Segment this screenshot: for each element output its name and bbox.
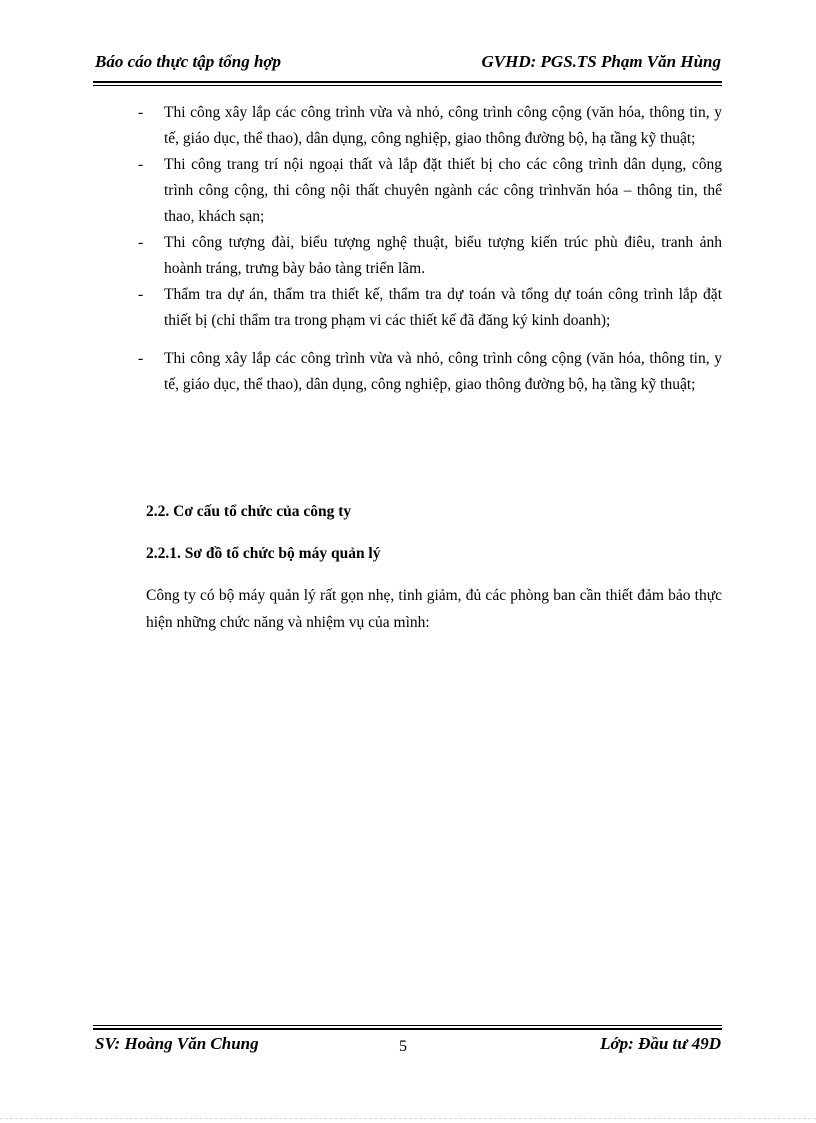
list-item-text: Thi công tượng đài, biểu tượng nghệ thuật, biểu tượng kiến trúc phù điêu, tranh ảnh hoành tráng, trưng bày bảo tàng triển lãm. <box>164 234 722 277</box>
bullet-dash: - <box>138 234 144 251</box>
header-supervisor: GVHD: PGS.TS Phạm Văn Hùng <box>481 52 721 71</box>
list-item <box>138 100 722 152</box>
page-number: 5 <box>399 1038 407 1055</box>
footer-student-name: SV: Hoàng Văn Chung <box>95 1034 259 1053</box>
footer-class-name: Lớp: Đầu tư 49D <box>600 1034 721 1053</box>
list-item-text: Thi công trang trí nội ngoại thất và lắp đặt thiết bị cho các công trình dân dụng, công trình công cộng, thi công nội thất chuyên ngành các công trìnhvăn hóa – thông tin, thể thao, khách sạn; <box>164 156 722 225</box>
footer-rule <box>93 1028 722 1030</box>
page-edge-divider <box>0 1118 816 1119</box>
bullet-dash: - <box>138 286 144 303</box>
bullet-list <box>138 100 722 398</box>
list-item <box>138 152 722 230</box>
page-header <box>93 52 721 78</box>
list-item-text: Thi công xây lắp các công trình vừa và nhỏ, công trình công cộng (văn hóa, thông tin, y tế, giáo dục, thể thao), dân dụng, công nghiệp, giao thông đường bộ, hạ tầng kỹ thuật; <box>164 350 722 393</box>
body-paragraph: Công ty có bộ máy quản lý rất gọn nhẹ, tinh giảm, đủ các phòng ban cần thiết đảm bảo thực hiện những chức năng và nhiệm vụ của mình: <box>146 587 722 631</box>
list-item <box>138 282 722 334</box>
header-rule-thin <box>93 85 722 86</box>
page-footer <box>93 1034 721 1060</box>
bullet-dash: - <box>138 156 144 173</box>
list-item <box>138 346 722 398</box>
list-item-text: Thi công xây lắp các công trình vừa và nhỏ, công trình công cộng (văn hóa, thông tin, y tế, giáo dục, thể thao), dân dụng, công nghiệp, giao thông đường bộ, hạ tầng kỹ thuật; <box>164 104 722 147</box>
subsection-heading: 2.2.1. Sơ đồ tổ chức bộ máy quản lý <box>146 545 381 562</box>
bullet-dash: - <box>138 104 144 121</box>
footer-rule-thin <box>93 1025 722 1026</box>
bullet-dash: - <box>138 350 144 367</box>
bullet-list-container <box>138 100 722 398</box>
section-heading: 2.2. Cơ cấu tổ chức của công ty <box>146 503 352 520</box>
list-item-text: Thẩm tra dự án, thẩm tra thiết kế, thẩm tra dự toán và tổng dự toán công trình lắp đặt thiết bị (chỉ thẩm tra trong phạm vi các thiết kế đã đăng ký kinh doanh); <box>164 286 722 329</box>
header-report-title: Báo cáo thực tập tổng hợp <box>95 52 282 71</box>
list-item <box>138 230 722 282</box>
header-rule <box>93 81 722 83</box>
